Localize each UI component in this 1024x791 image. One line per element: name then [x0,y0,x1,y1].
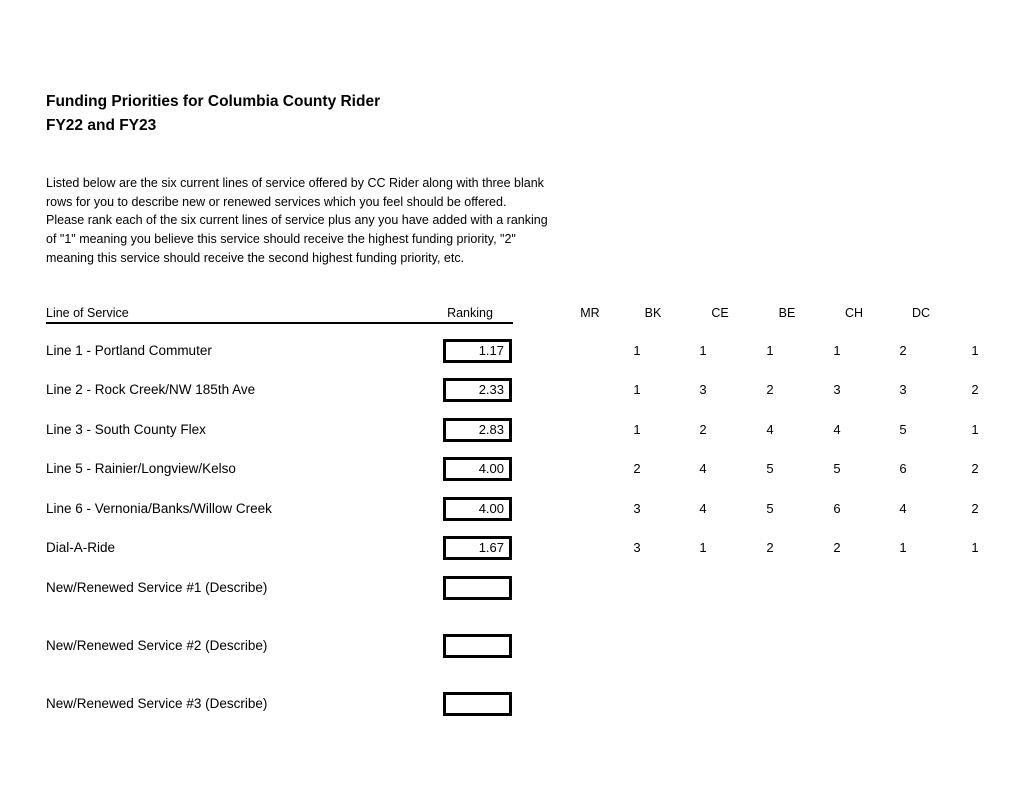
intro-line: of "1" meaning you believe this service should receive the highest funding priority, "2" [46,232,516,247]
table-row [0,692,1024,716]
vote-cell: 5 [766,461,774,476]
ranking-input-box[interactable] [443,536,512,560]
table-row [0,457,1024,481]
vote-cell: 2 [699,422,707,437]
table-header-ranking: Ranking [447,306,493,320]
vote-cell: 6 [899,461,907,476]
page-title: Funding Priorities for Columbia County Rider [46,93,381,110]
ranking-value: 2.33 [478,382,504,397]
intro-paragraph [46,174,548,268]
vote-cell: 5 [833,461,841,476]
vote-cell: 1 [633,422,641,437]
vote-cell: 3 [633,540,641,555]
ranking-value: 2.83 [478,422,504,437]
rater-column-header: MR [580,306,600,320]
vote-cell: 2 [833,540,841,555]
intro-line: Listed below are the six current lines of service offered by CC Rider along with three blank [46,176,544,190]
vote-cell: 5 [899,422,907,437]
vote-cell: 3 [633,501,641,516]
vote-cell: 2 [766,382,774,397]
intro-line: meaning this service should receive the second highest funding priority, etc. [46,250,465,265]
vote-cell: 1 [699,343,707,358]
table-header-row [0,305,1024,321]
vote-cell: 4 [699,501,707,516]
ranking-input-box[interactable] [443,576,512,600]
vote-cell: 2 [971,382,979,397]
vote-cell: 1 [766,343,774,358]
service-label: New/Renewed Service #3 (Describe) [46,696,268,711]
vote-cell: 1 [833,343,841,358]
vote-cell: 1 [699,540,707,555]
table-row [0,536,1024,560]
vote-cell: 2 [766,540,774,555]
vote-cell: 4 [899,501,907,516]
ranking-input-box[interactable] [443,339,512,363]
vote-cell: 1 [633,343,641,358]
service-label: Line 6 - Vernonia/Banks/Willow Creek [46,501,272,516]
table-header-line-of-service: Line of Service [46,306,129,320]
intro-line: Please rank each of the six current lines of service plus any you have added with a ranking [46,213,548,228]
service-label: Dial-A-Ride [46,540,116,555]
service-label: Line 5 - Rainier/Longview/Kelso [46,461,236,476]
ranking-input-box[interactable] [443,457,512,481]
page-title-block [46,90,380,138]
ranking-input-box[interactable] [443,497,512,521]
rater-column-header: BE [778,306,796,320]
vote-cell: 1 [899,540,907,555]
ranking-input-box[interactable] [443,378,512,402]
service-label: Line 1 - Portland Commuter [46,343,212,358]
rater-column-header: BK [644,306,662,320]
vote-cell: 5 [766,501,774,516]
vote-cell: 4 [766,422,774,437]
ranking-input-box[interactable] [443,692,512,716]
vote-cell: 6 [833,501,841,516]
table-row [0,339,1024,363]
service-label: Line 3 - South County Flex [46,422,206,437]
header-underline [46,322,513,324]
table-row [0,378,1024,402]
vote-cell: 3 [899,382,907,397]
vote-cell: 1 [971,343,979,358]
page-subtitle: FY22 and FY23 [46,117,157,134]
ranking-input-box[interactable] [443,634,512,658]
vote-cell: 4 [699,461,707,476]
vote-cell: 3 [833,382,841,397]
vote-cell: 2 [971,461,979,476]
table-row [0,418,1024,442]
service-label: New/Renewed Service #1 (Describe) [46,580,268,595]
vote-cell: 2 [899,343,907,358]
rater-column-header: DC [911,306,931,320]
vote-cell: 1 [971,540,979,555]
vote-cell: 4 [833,422,841,437]
table-row [0,497,1024,521]
table-row [0,634,1024,658]
ranking-input-box[interactable] [443,418,512,442]
rater-column-header: CH [844,306,864,320]
table-row [0,576,1024,600]
service-label: New/Renewed Service #2 (Describe) [46,638,268,653]
rater-column-header: CE [711,306,729,320]
vote-cell: 1 [633,382,641,397]
ranking-value: 1.67 [478,540,504,555]
service-label: Line 2 - Rock Creek/NW 185th Ave [46,382,256,397]
vote-cell: 2 [971,501,979,516]
vote-cell: 2 [633,461,641,476]
vote-cell: 3 [699,382,707,397]
ranking-value: 1.17 [478,343,504,358]
ranking-value: 4.00 [478,461,504,476]
vote-cell: 1 [971,422,979,437]
intro-line: rows for you to describe new or renewed services which you feel should be offered. [46,194,507,209]
ranking-value: 4.00 [478,501,504,516]
